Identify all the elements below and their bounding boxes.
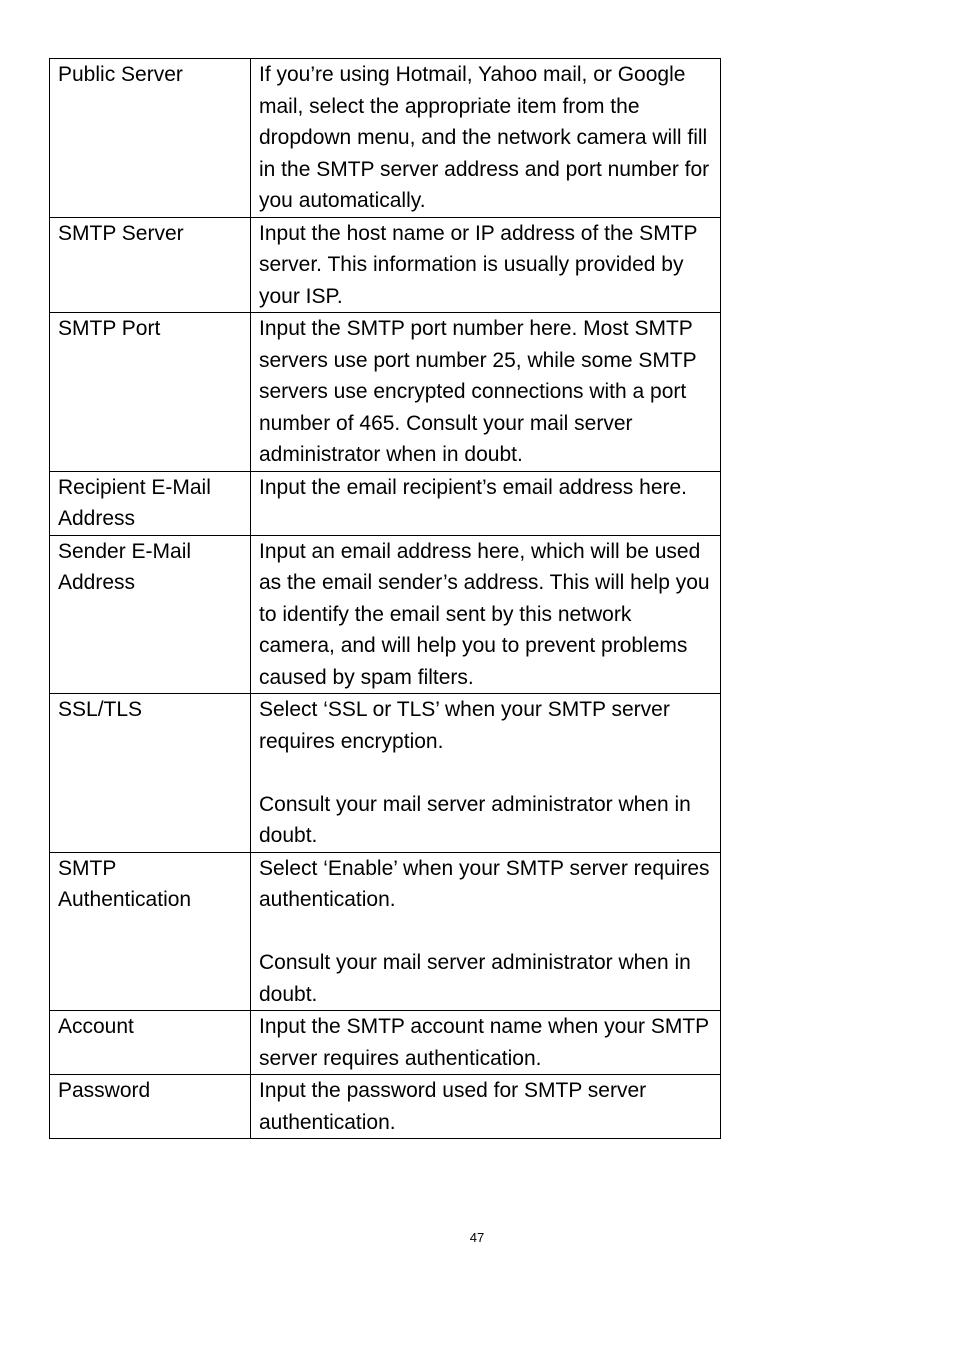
table-row [50,217,721,313]
setting-name: SMTP Authentication [50,852,251,1011]
setting-name: SMTP Port [50,313,251,472]
setting-name: SSL/TLS [50,694,251,853]
setting-name: Password [50,1075,251,1139]
setting-description: Input the SMTP account name when your SMTP server requires authentication. [251,1011,721,1075]
setting-description: Input the email recipient’s email address here. [251,471,721,535]
setting-description: Input the host name or IP address of the SMTP server. This information is usually provided by your ISP. [251,217,721,313]
table-row [50,1011,721,1075]
table-row [50,694,721,853]
table-row [50,852,721,1011]
paragraph-spacer [259,757,712,789]
paragraph-spacer [259,916,712,948]
table-row [50,535,721,694]
table-row [50,59,721,218]
setting-note: Consult your mail server administrator when in doubt. [259,792,691,847]
setting-name: Sender E-Mail Address [50,535,251,694]
setting-description: Input the SMTP port number here. Most SMTP servers use port number 25, while some SMTP servers use encrypted connections with a port number of 465. Consult your mail server administrator when in doubt. [251,313,721,472]
setting-description-cell [251,694,721,853]
table-row [50,471,721,535]
setting-note: Consult your mail server administrator when in doubt. [259,951,691,1006]
table-row [50,313,721,472]
setting-description: Select ‘SSL or TLS’ when your SMTP server requires encryption. [259,698,670,753]
setting-name: Recipient E-Mail Address [50,471,251,535]
settings-description-table [49,58,721,1139]
setting-description: Select ‘Enable’ when your SMTP server requires authentication. [259,856,710,911]
setting-name: Public Server [50,59,251,218]
setting-name: SMTP Server [50,217,251,313]
setting-description: If you’re using Hotmail, Yahoo mail, or Google mail, select the appropriate item from the dropdown menu, and the network camera will fill in the SMTP server address and port number for you automatically. [251,59,721,218]
setting-description: Input the password used for SMTP server authentication. [251,1075,721,1139]
setting-description: Input an email address here, which will be used as the email sender’s address. This will help you to identify the email sent by this network camera, and will help you to prevent problems caused by spam filters. [251,535,721,694]
page-number: 47 [469,1230,485,1245]
table-row [50,1075,721,1139]
table-body [50,59,721,1139]
setting-name: Account [50,1011,251,1075]
setting-description-cell [251,852,721,1011]
